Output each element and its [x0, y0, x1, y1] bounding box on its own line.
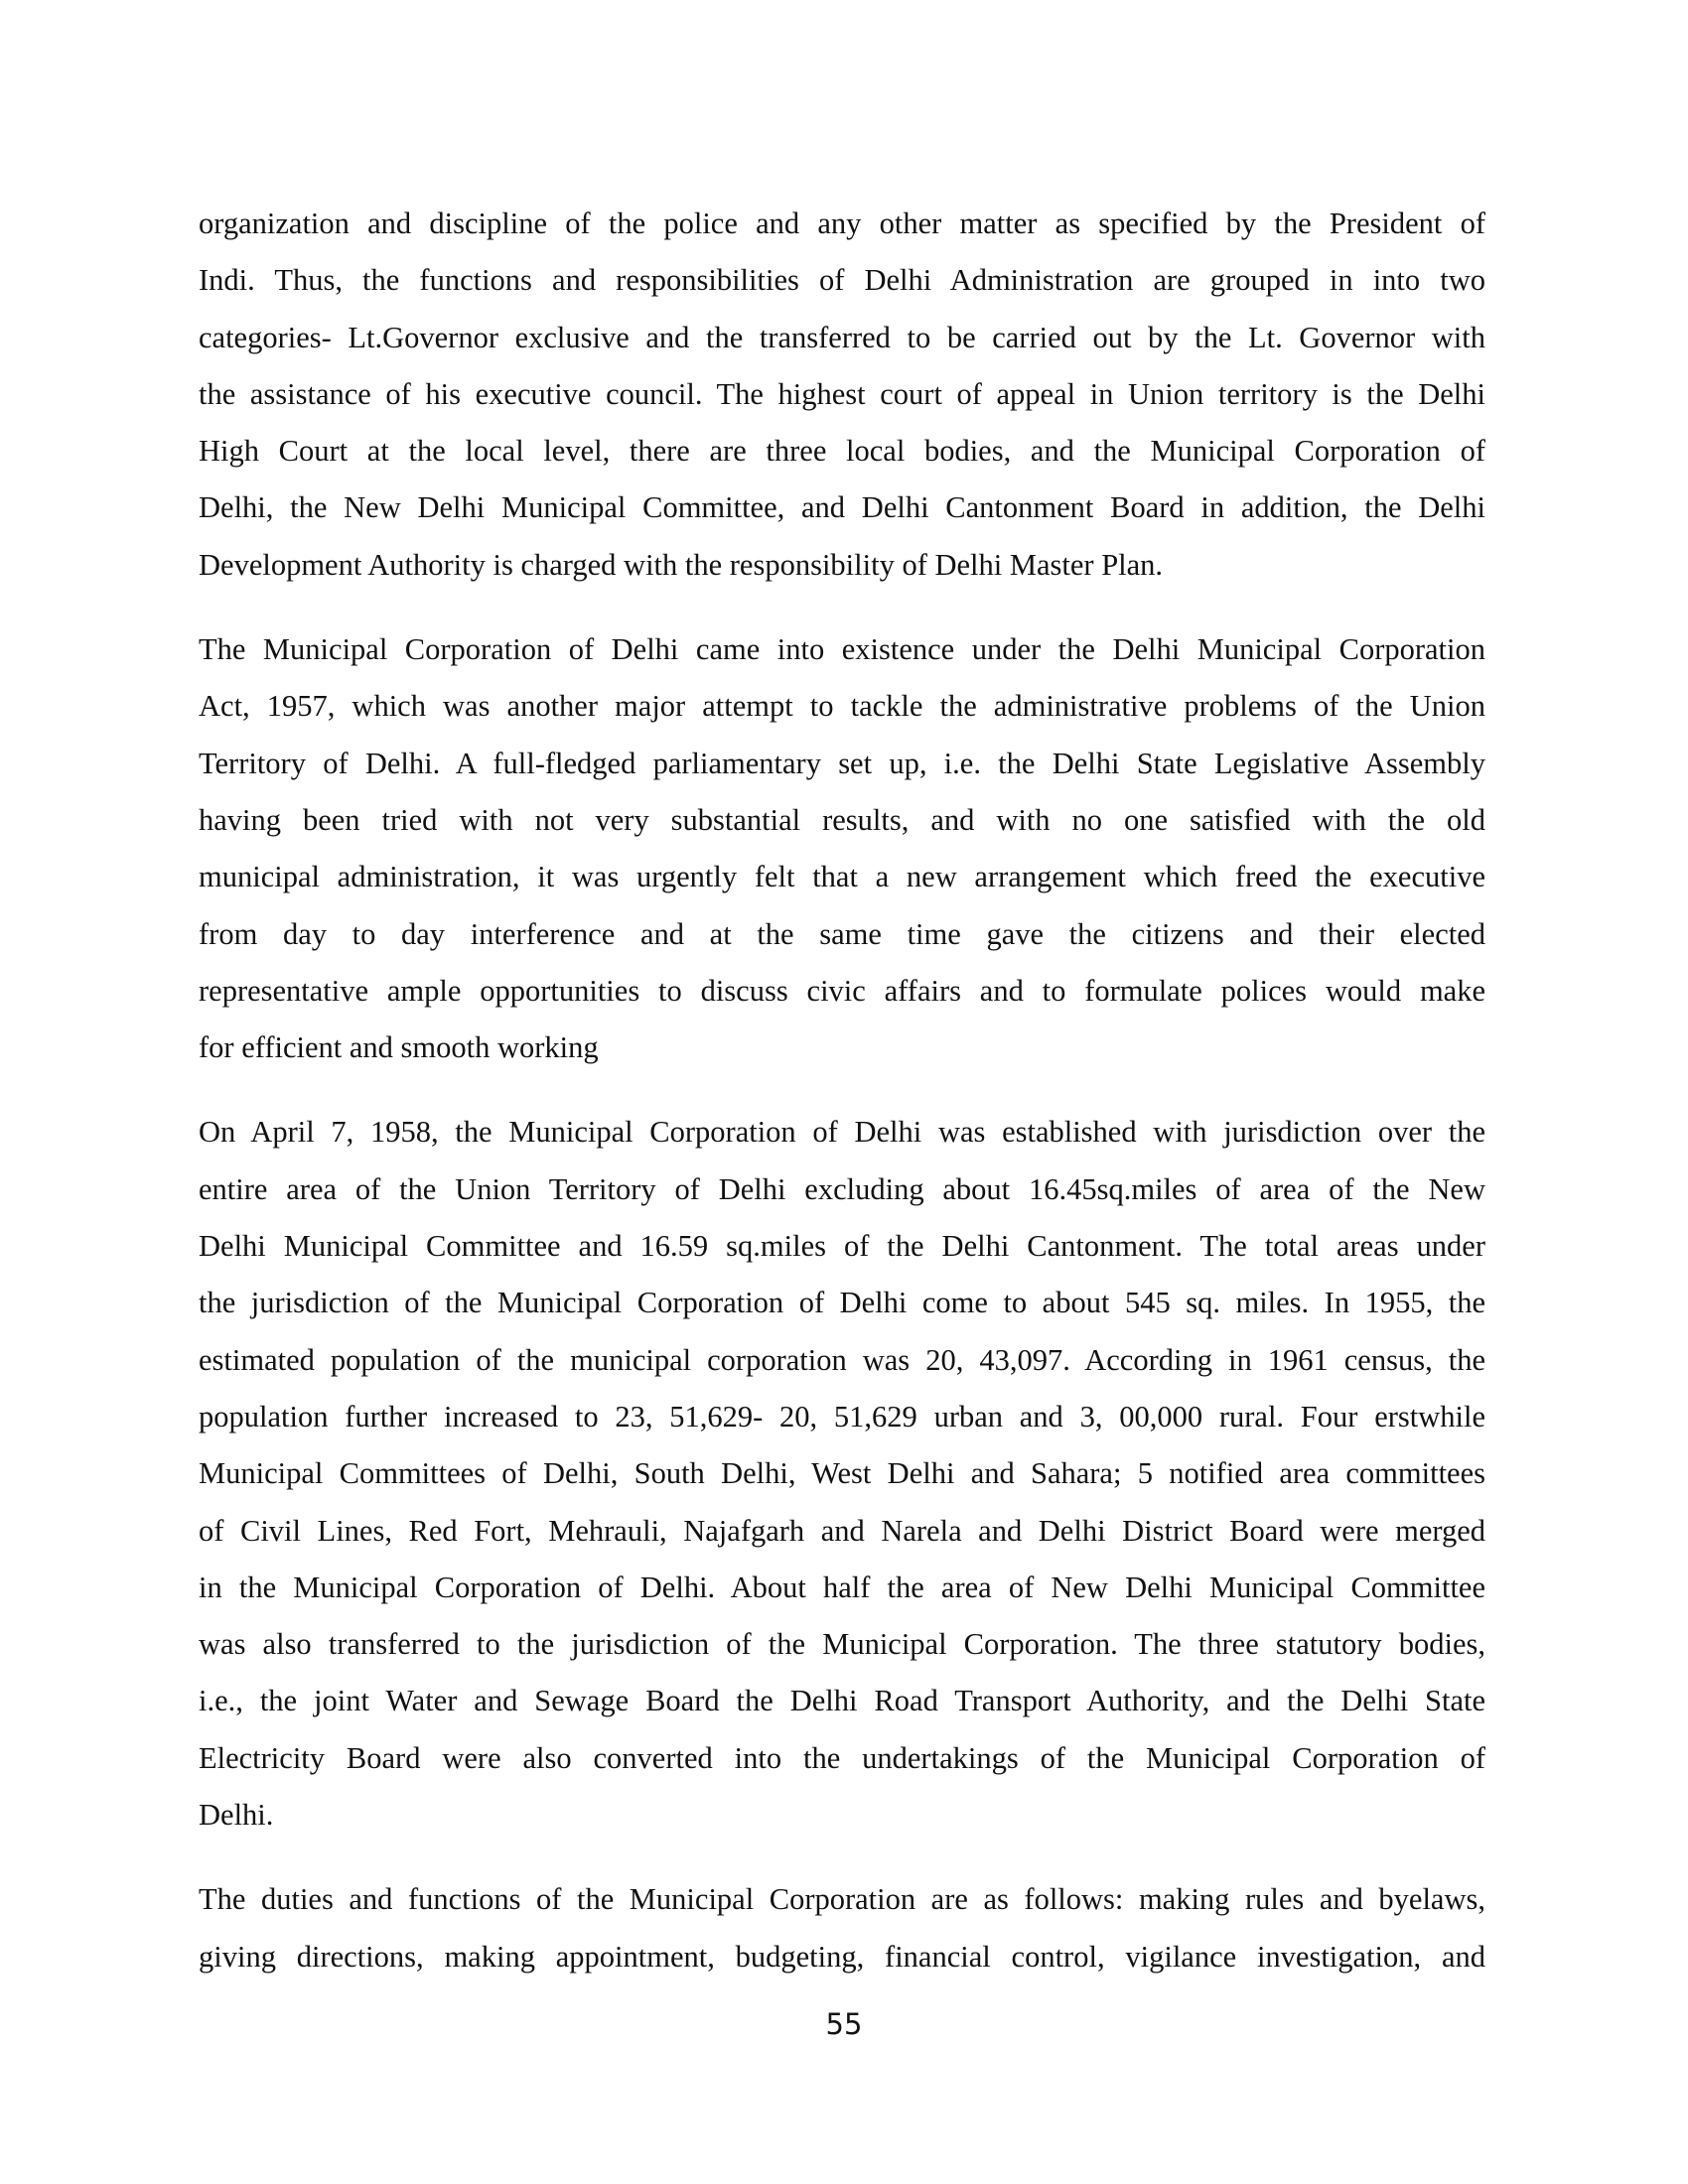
text-line: On April 7, 1958, the Municipal Corporation of Delhi was established with jurisdiction over the [199, 1115, 1485, 1150]
text-line: categories- Lt.Governor exclusive and the transferred to be carried out by the Lt. Governor with [199, 320, 1485, 354]
text-line: having been tried with not very substantial results, and with no one satisfied with the old [199, 802, 1485, 837]
text-line: High Court at the local level, there are three local bodies, and the Municipal Corporation of [199, 434, 1485, 469]
text-line: Delhi, the New Delhi Municipal Committee, and Delhi Cantonment Board in addition, the Delhi [199, 490, 1485, 525]
body-text [199, 196, 1485, 2013]
text-line: organization and discipline of the police and any other matter as specified by the President of [199, 206, 1485, 240]
text-line: from day to day interference and at the same time gave the citizens and their elected [199, 916, 1485, 951]
text-line: Electricity Board were also converted into the undertakings of the Municipal Corporation of [199, 1740, 1485, 1775]
text-line: the assistance of his executive council. The highest court of appeal in Union territory is the Delhi [199, 376, 1485, 411]
text-line: i.e., the joint Water and Sewage Board the Delhi Road Transport Authority, and the Delhi State [199, 1684, 1485, 1718]
text-line: Act, 1957, which was another major attempt to tackle the administrative problems of the Union [199, 689, 1485, 724]
paragraph-mcd-duties [199, 1871, 1485, 1985]
paragraph-mcd-establishment [199, 1104, 1485, 1843]
text-line: Delhi Municipal Committee and 16.59 sq.miles of the Delhi Cantonment. The total areas under [199, 1229, 1485, 1264]
paragraph-delhi-administration [199, 196, 1485, 594]
text-line: estimated population of the municipal corporation was 20, 43,097. According in 1961 census, the [199, 1342, 1485, 1377]
text-line: Municipal Committees of Delhi, South Delhi, West Delhi and Sahara; 5 notified area committees [199, 1456, 1485, 1491]
text-line: The Municipal Corporation of Delhi came into existence under the Delhi Municipal Corporation [199, 632, 1485, 667]
text-line: The duties and functions of the Municipal Corporation are as follows: making rules and byelaws, [199, 1882, 1485, 1917]
text-line: the jurisdiction of the Municipal Corporation of Delhi come to about 545 sq. miles. In 1955, the [199, 1286, 1485, 1320]
text-line: representative ample opportunities to discuss civic affairs and to formulate polices would make [199, 973, 1485, 1008]
text-line: Delhi. [199, 1798, 274, 1833]
text-line: municipal administration, it was urgently felt that a new arrangement which freed the executive [199, 860, 1485, 894]
text-line: population further increased to 23, 51,629- 20, 51,629 urban and 3, 00,000 rural. Four erstwhile [199, 1399, 1485, 1433]
text-line: of Civil Lines, Red Fort, Mehrauli, Najafgarh and Narela and Delhi District Board were merged [199, 1513, 1485, 1548]
paragraph-mcd-origin [199, 621, 1485, 1076]
text-line: entire area of the Union Territory of Delhi excluding about 16.45sq.miles of area of the New [199, 1171, 1485, 1206]
text-line: Territory of Delhi. A full-fledged parliamentary set up, i.e. the Delhi State Legislative Assembly [199, 746, 1485, 780]
text-line: Development Authority is charged with the responsibility of Delhi Master Plan. [199, 547, 1164, 582]
text-line: Indi. Thus, the functions and responsibilities of Delhi Administration are grouped in into two [199, 263, 1485, 298]
page-number: 55 [825, 2007, 863, 2041]
text-line: in the Municipal Corporation of Delhi. About half the area of New Delhi Municipal Committee [199, 1570, 1485, 1604]
text-line: giving directions, making appointment, budgeting, financial control, vigilance investigation, and [199, 1939, 1485, 1974]
text-line: was also transferred to the jurisdiction of the Municipal Corporation. The three statutory bodies, [199, 1627, 1485, 1662]
text-line: for efficient and smooth working [199, 1030, 599, 1065]
